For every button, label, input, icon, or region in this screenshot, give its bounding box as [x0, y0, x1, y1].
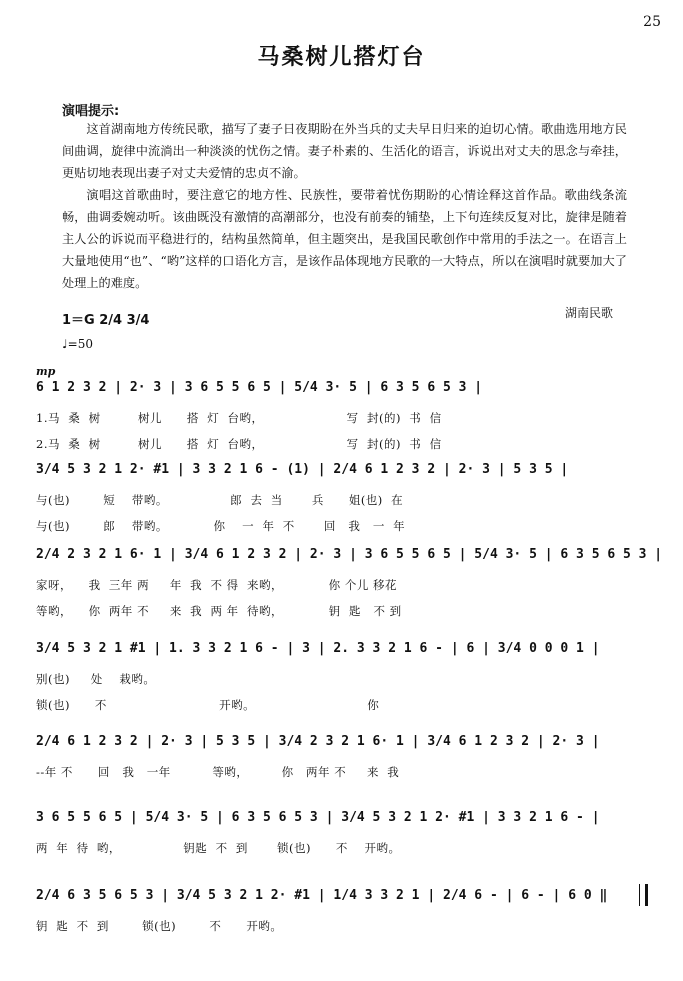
hint-paragraph-1	[62, 118, 627, 184]
notes-line: 3/4 5 3 2 1 #1 | 1. 3 3 2 1 6 - | 3 | 2. 3 3 2 1 6 - | 6 | 3/4 0 0 0 1 |	[36, 641, 600, 656]
lyric-verse-2: 等哟， 你 两年 不 来 我 两 年 待哟， 钥 匙 不 到	[36, 604, 402, 618]
notes-line: 3 6 5 5 6 5 | 5/4 3· 5 | 6 3 5 6 5 3 | 3/4 5 3 2 1 2· #1 | 3 3 2 1 6 - |	[36, 810, 600, 825]
notes-line: 2/4 2 3 2 1 6· 1 | 3/4 6 1 2 3 2 | 2· 3 | 3 6 5 5 6 5 | 5/4 3· 5 | 6 3 5 6 5 3 |	[36, 547, 663, 562]
lyric-verse-2: 2.马 桑 树 树儿 搭 灯 台哟， 写 封(的) 书 信	[36, 437, 442, 451]
hint-heading: 演唱提示:	[62, 104, 120, 119]
lyric-line: 两 年 待 哟， 钥匙 不 到 锁(也) 不 开哟。	[36, 841, 401, 855]
hint-paragraph-1-text: 这首湖南地方传统民歌，描写了妻子日夜期盼在外当兵的丈夫早日归来的迫切心情。歌曲选用地方民间曲调，旋律中流淌出一种淡淡的忧伤之情。妻子朴素的、生活化的语言，诉说出对丈夫的思念与牵挂，更贴切地表现出妻子对丈夫爱情的忠贞不渝。	[62, 122, 627, 180]
dynamic-marking: mp	[36, 365, 56, 378]
key-signature: 1＝G 2/4 3/4	[62, 313, 150, 328]
lyric-verse-1: 别(也) 处 栽哟。	[36, 672, 156, 686]
song-title: 马桑树儿搭灯台	[257, 45, 426, 70]
lyric-line: 钥 匙 不 到 锁(也) 不 开哟。	[36, 919, 283, 933]
lyric-verse-1: 1.马 桑 树 树儿 搭 灯 台哟， 写 封(的) 书 信	[36, 411, 442, 425]
lyric-verse-2: 锁(也) 不 开哟。 你	[36, 698, 380, 712]
lyric-verse-2: 与(也) 郎 带哟。 你 一 年 不 回 我 一 年	[36, 519, 406, 533]
hint-paragraph-2	[62, 184, 627, 294]
lyric-verse-1: 与(也) 短 带哟。 郎 去 当 兵 姐(也) 在	[36, 493, 404, 507]
song-origin: 湖南民歌	[565, 306, 614, 320]
notes-line: 2/4 6 1 2 3 2 | 2· 3 | 5 3 5 | 3/4 2 3 2 1 6· 1 | 3/4 6 1 2 3 2 | 2· 3 |	[36, 734, 600, 749]
tempo-marking: ♩=50	[62, 337, 93, 351]
hint-paragraph-2-text: 演唱这首歌曲时，要注意它的地方性、民族性，要带着忧伤期盼的心情诠释这首作品。歌曲线条流畅，曲调委婉动听。该曲既没有激情的高潮部分，也没有前奏的铺垫，上下句连续反复对比，旋律是随着主人公的诉说而平稳进行的，结构虽然简单，但主题突出，是我国民歌创作中常用的手法之一。在语言上大量地使用“也”、“哟”这样的口语化方言，是该作品体现地方民歌的一大特点，所以在演唱时就要加大了处理上的难度。	[62, 188, 627, 290]
notes-line: 3/4 5 3 2 1 2· #1 | 3 3 2 1 6 - (1) | 2/4 6 1 2 3 2 | 2· 3 | 5 3 5 |	[36, 462, 569, 477]
final-barline	[639, 884, 648, 906]
notes-line: 2/4 6 3 5 6 5 3 | 3/4 5 3 2 1 2· #1 | 1/4 3 3 2 1 | 2/4 6 - | 6 - | 6 0 ‖	[36, 888, 608, 903]
lyric-verse-1: 家呀， 我 三年 两 年 我 不 得 来哟， 你 个儿 移花	[36, 578, 397, 592]
page-number: 25	[643, 14, 661, 30]
notes-line: 6 1 2 3 2 | 2· 3 | 3 6 5 5 6 5 | 5/4 3· 5 | 6 3 5 6 5 3 |	[36, 380, 483, 395]
lyric-line: --年 不 回 我 一年 等哟， 你 两年 不 来 我	[36, 765, 400, 779]
